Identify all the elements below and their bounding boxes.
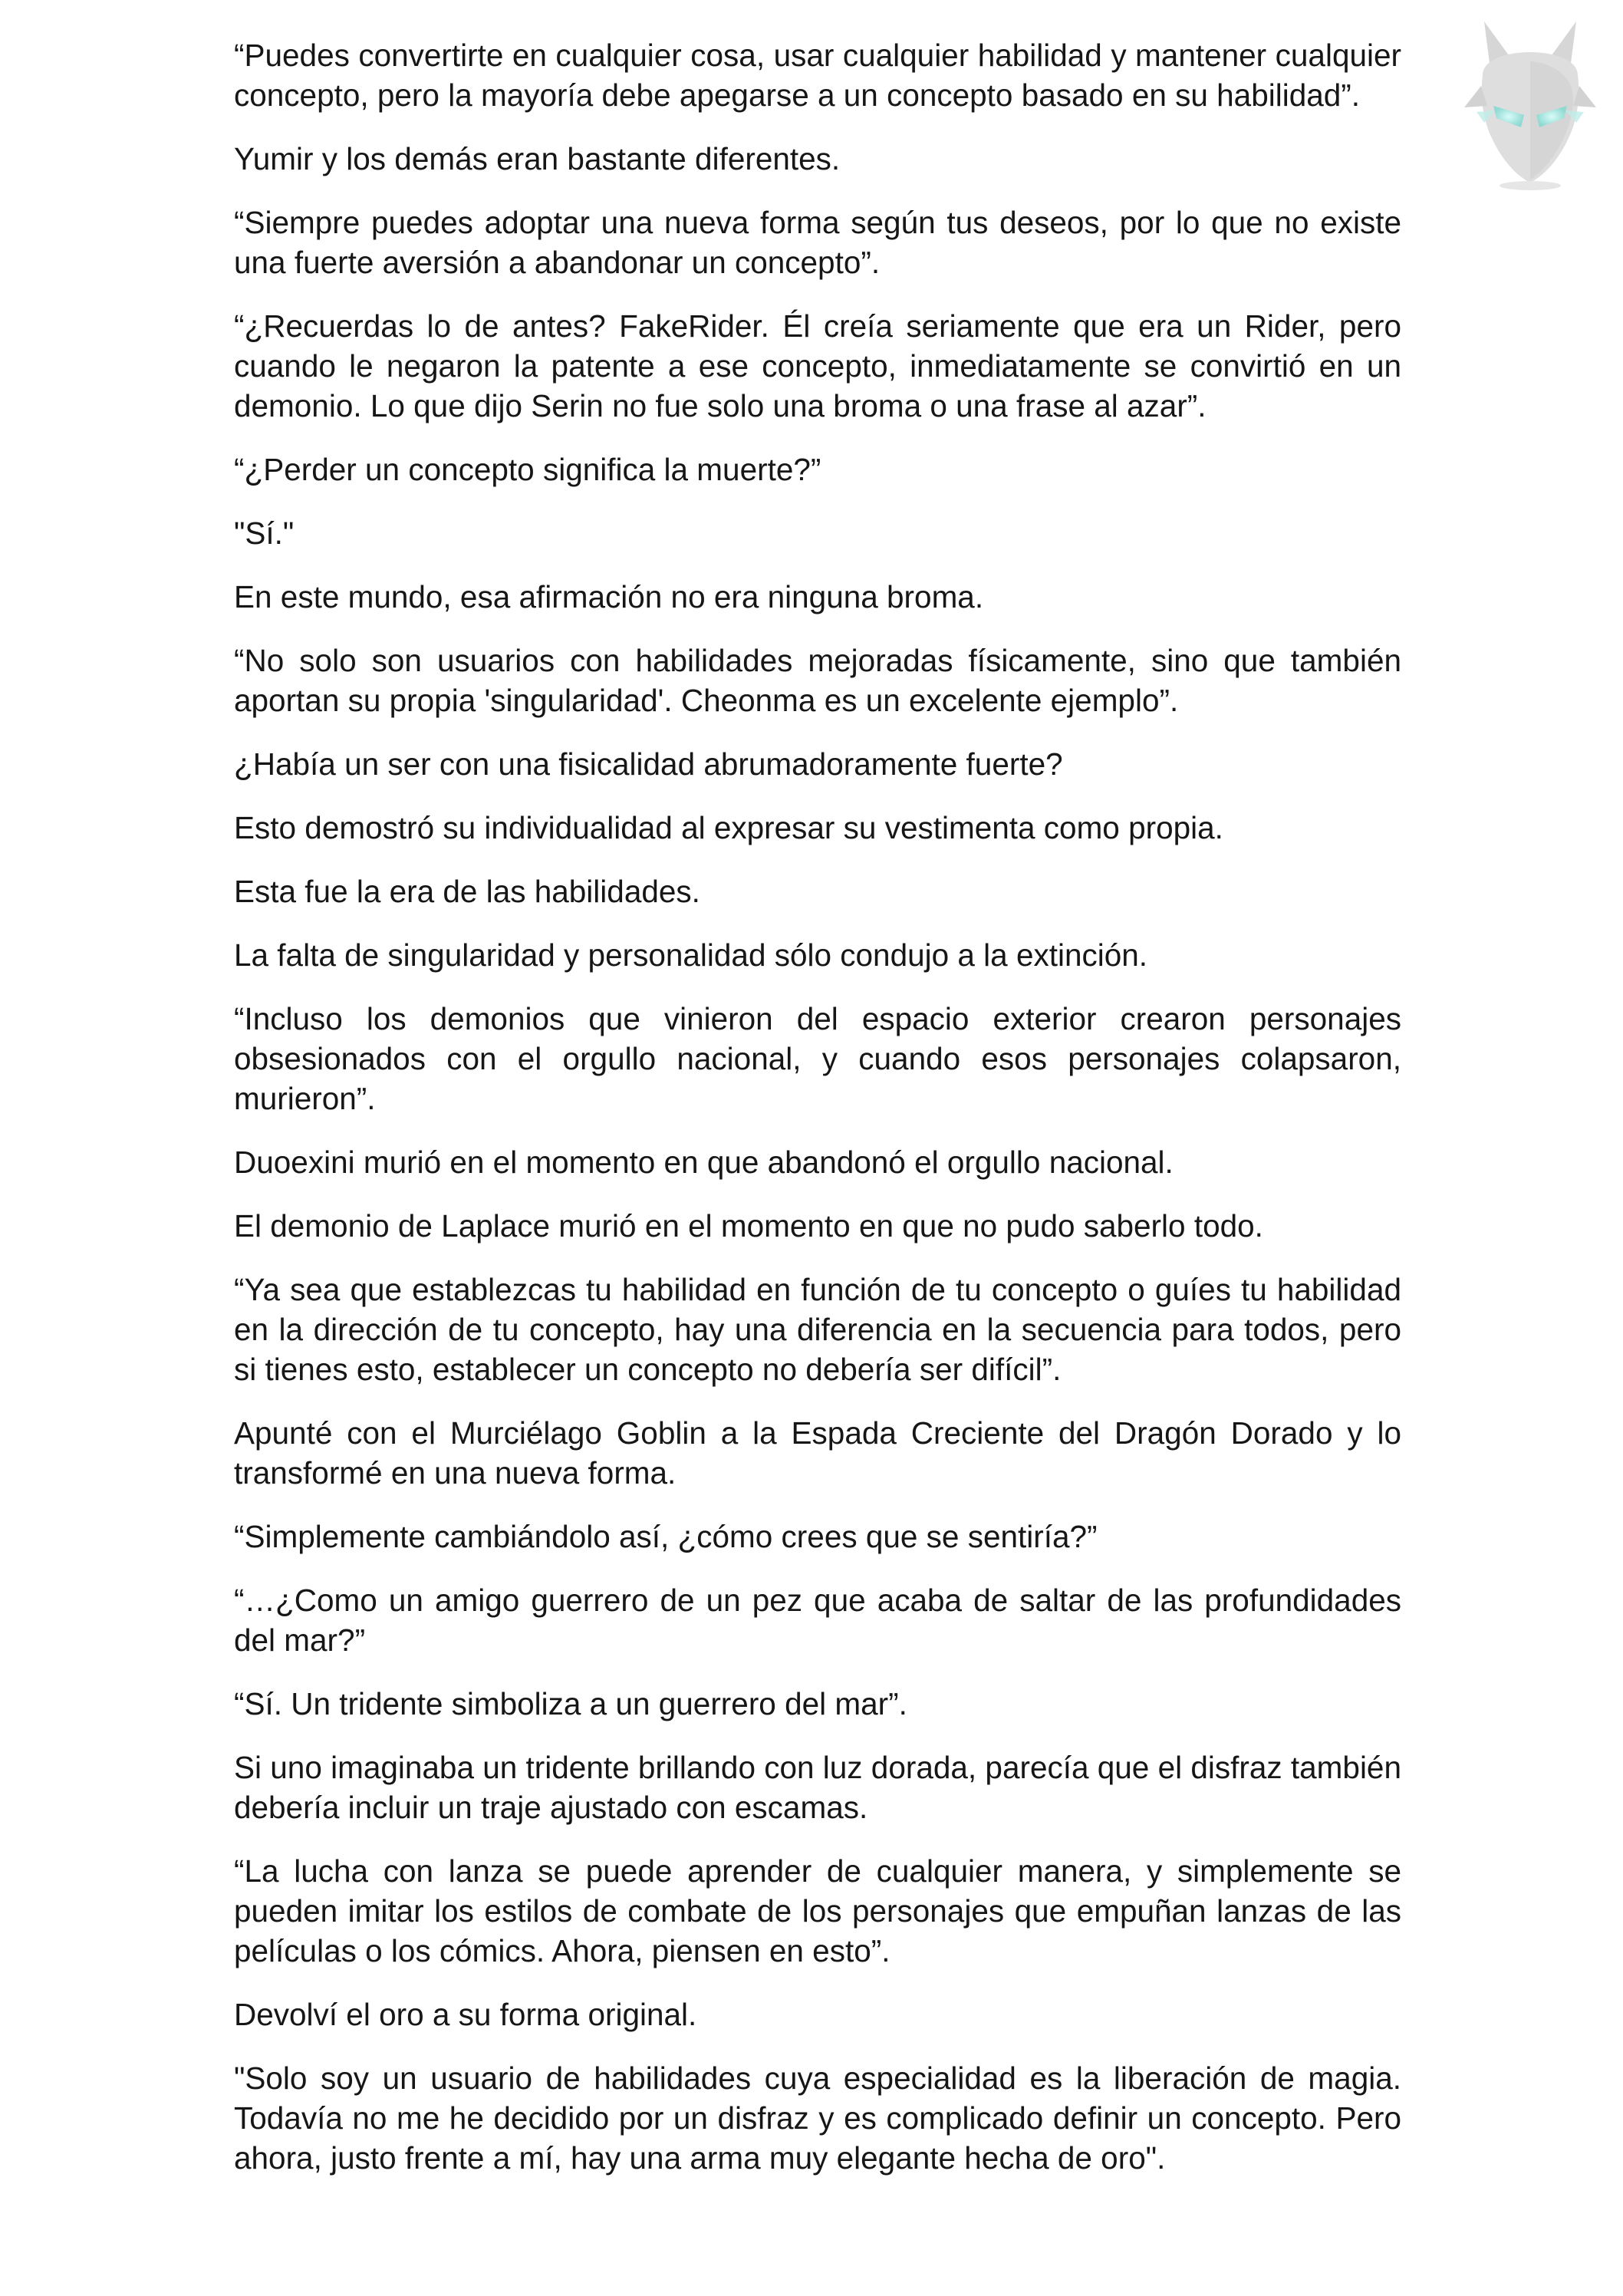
paragraph: Esto demostró su individualidad al expresar su vestimenta como propia. [234, 810, 1223, 845]
paragraph: “Incluso los demonios que vinieron del espacio exterior crearon personajes obsesionados con el orgullo nacional, y cuando esos personajes colapsaron, murieron”. [234, 1001, 1401, 1116]
paragraph: El demonio de Laplace murió en el momento en que no pudo saberlo todo. [234, 1208, 1263, 1244]
paragraph: Yumir y los demás eran bastante diferentes. [234, 141, 841, 176]
paragraph: “Ya sea que establezcas tu habilidad en función de tu concepto o guíes tu habilidad en la dirección de tu concepto, hay una diferencia en la secuencia para todos, pero si tienes esto, establecer un concepto no debería ser difícil”. [234, 1272, 1401, 1387]
paragraph: “Simplemente cambiándolo así, ¿cómo crees que se sentiría?” [234, 1519, 1098, 1554]
paragraph: “Siempre puedes adoptar una nueva forma según tus deseos, por lo que no existe una fuerte aversión a abandonar un concepto”. [234, 205, 1401, 280]
paragraph: “La lucha con lanza se puede aprender de cualquier manera, y simplemente se pueden imitar los estilos de combate de los personajes que empuñan lanzas de las películas o los cómics. Ahora, piensen en esto”. [234, 1853, 1401, 1968]
paragraph: “Sí. Un tridente simboliza a un guerrero del mar”. [234, 1686, 907, 1721]
paragraph: “…¿Como un amigo guerrero de un pez que acaba de saltar de las profundidades del mar?” [234, 1583, 1401, 1658]
demon-head-watermark-icon [1461, 15, 1599, 192]
paragraph: ¿Había un ser con una fisicalidad abrumadoramente fuerte? [234, 746, 1063, 782]
body-text [234, 35, 1401, 2202]
paragraph: La falta de singularidad y personalidad sólo condujo a la extinción. [234, 937, 1148, 973]
paragraph: “¿Recuerdas lo de antes? FakeRider. Él creía seriamente que era un Rider, pero cuando le negaron la patente a ese concepto, inmediatamente se convirtió en un demonio. Lo que dijo Serin no fue solo una broma o una frase al azar”. [234, 308, 1401, 423]
paragraph: "Sí." [234, 516, 295, 551]
paragraph: Apunté con el Murciélago Goblin a la Espada Creciente del Dragón Dorado y lo transformé en una nueva forma. [234, 1415, 1401, 1491]
paragraph: Si uno imaginaba un tridente brillando con luz dorada, parecía que el disfraz también debería incluir un traje ajustado con escamas. [234, 1750, 1401, 1825]
paragraph: "Solo soy un usuario de habilidades cuya especialidad es la liberación de magia. Todavía no me he decidido por un disfraz y es complicado definir un concepto. Pero ahora, justo frente a mí, hay una arma muy elegante hecha de oro". [234, 2060, 1401, 2176]
paragraph: Esta fue la era de las habilidades. [234, 874, 700, 909]
paragraph: En este mundo, esa afirmación no era ninguna broma. [234, 579, 984, 614]
paragraph: “Puedes convertirte en cualquier cosa, usar cualquier habilidad y mantener cualquier concepto, pero la mayoría debe apegarse a un concepto basado en su habilidad”. [234, 38, 1401, 113]
paragraph: Duoexini murió en el momento en que abandonó el orgullo nacional. [234, 1145, 1174, 1180]
paragraph: “¿Perder un concepto significa la muerte?” [234, 452, 821, 487]
paragraph: Devolví el oro a su forma original. [234, 1997, 697, 2032]
paragraph: “No solo son usuarios con habilidades mejoradas físicamente, sino que también aportan su propia 'singularidad'. Cheonma es un excelente ejemplo”. [234, 643, 1401, 718]
